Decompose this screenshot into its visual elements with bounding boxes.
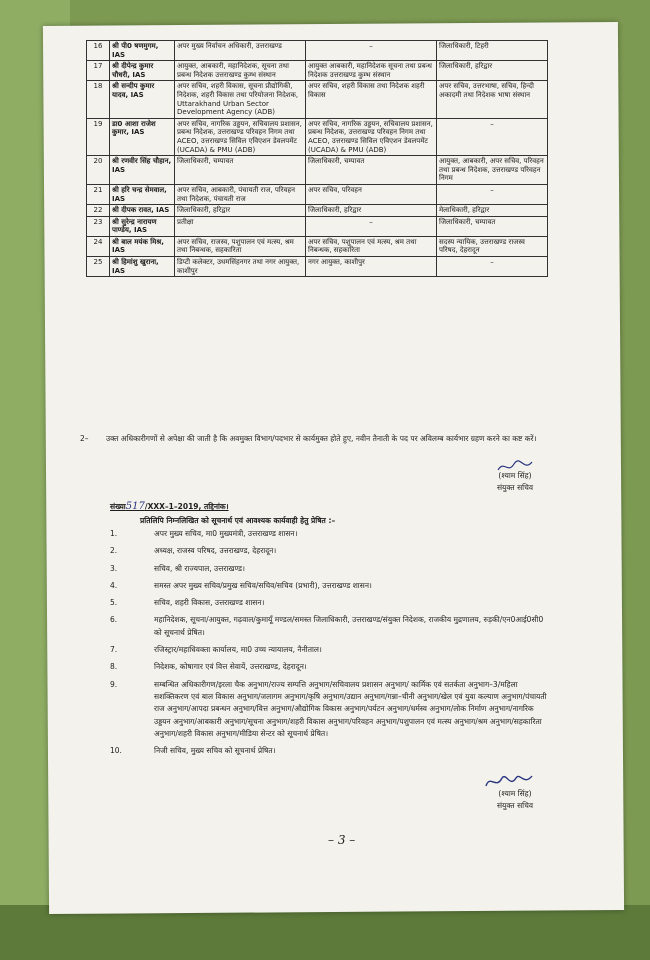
order-suffix: /XXX–1–2019, तद्दिनांक। [144,502,229,511]
current-post: आयुक्त, आबकारी, महानिदेशक, सूचना तथा प्रबन्ध निदेशक उत्तराखण्ड कुम्भ संस्थान [175,61,306,81]
additional-charge: – [437,184,548,204]
list-item [110,661,550,673]
signature-block-1 [470,470,560,494]
new-post: नगर आयुक्त, काशीपुर [306,257,437,277]
signature-block-2 [470,788,560,812]
additional-charge: जिलाधिकारी, टिहरी [437,41,548,61]
order-handwritten-number: 517 [125,501,145,512]
current-post: अपर सचिव, आबकारी, पंचायती राज, परिवहन तथा निदेशक, पंचायती राज [175,184,306,204]
new-post: – [306,41,437,61]
officer-name: डा0 आशा राजेश कुमार, IAS [110,118,175,155]
additional-charge: जिलाधिकारी, हरिद्वार [437,61,548,81]
copy-heading: प्रतिलिपि निम्नलिखित को सूचनार्थ एवं आवश्यक कार्यवाही हेतु प्रेषित :– [140,516,336,525]
current-post: अपर सचिव, राजस्व, पशुपालन एवं मत्स्य, श्रम तथा निबन्धक, सहकारिता [175,236,306,256]
list-item [110,563,550,575]
list-item [110,644,550,656]
list-item [110,745,550,757]
table-row [87,236,548,256]
row-number: 16 [87,41,110,61]
new-post: अपर सचिव, पशुपालन एवं मत्स्य, श्रम तथा निबन्धक, सहकारिता [306,236,437,256]
signatory-title-2: संयुक्त सचिव [496,801,534,810]
table-row [87,81,548,118]
paragraph-2 [80,433,546,445]
row-number: 25 [87,257,110,277]
list-item-number: 8. [110,662,118,672]
table-row [87,216,548,236]
officer-name: श्री हरि चन्द्र सेमवाल, IAS [110,184,175,204]
additional-charge: – [437,257,548,277]
list-item-text: रजिस्ट्रार/महाधिवक्ता कार्यालय, मा0 उच्च न्यायालय, नैनीताल। [154,645,322,655]
list-item-number: 1. [110,529,118,538]
row-number: 22 [87,205,110,217]
order-prefix: संख्या [110,502,126,511]
signatory-name-2: (श्याम सिंह) [498,789,532,798]
current-post: डिप्टी कलेक्टर, उधमसिंहनगर तथा नगर आयुक्त, काशीपुर [175,257,306,277]
copy-list [110,528,550,762]
list-item-text: समस्त अपर मुख्य सचिव/प्रमुख सचिव/सचिव/सचिव (प्रभारी), उत्तराखण्ड शासन। [154,580,372,590]
list-item-number: 10. [110,746,122,756]
table-row [87,61,548,81]
list-item-number: 9. [110,679,118,689]
additional-charge: – [437,118,548,155]
current-post: जिलाधिकारी, चम्पावत [175,156,306,185]
list-item-text: सचिव, श्री राज्यपाल, उत्तराखण्ड। [154,563,245,573]
table-row [87,118,548,155]
list-item [110,679,550,740]
row-number: 23 [87,216,110,236]
list-item [110,614,550,639]
officer-name: श्री रणवीर सिंह चौहान, IAS [110,156,175,185]
officer-name: श्री पी0 षणमुगम, IAS [110,41,175,61]
new-post: आयुक्त आबकारी, महानिदेशक सूचना तथा प्रबन्ध निदेशक उत्तराखण्ड कुम्भ संस्थान [306,61,437,81]
list-item-text: अध्यक्ष, राजस्व परिषद, उत्तराखण्ड, देहरादून। [154,546,277,556]
list-item-number: 5. [110,598,118,608]
officer-name: श्री सन्दीप कुमार यादव, IAS [110,81,175,118]
list-item-number: 3. [110,563,118,573]
row-number: 18 [87,81,110,118]
table-row [87,205,548,217]
list-item-text: महानिदेशक, सूचना/आयुक्त, गढ़वाल/कुमायूँ मण्डल/समस्त जिलाधिकारी, उत्तराखण्ड/संयुक्त निदेशक, राजकीय मुद्रणालय, रुड़की/एन0आई0सी0 को सूचनार्थ प्रेषित। [154,615,544,637]
list-item-number: 2. [110,546,118,556]
list-item-text: निजी सचिव, मुख्य सचिव को सूचनार्थ प्रेषित। [154,746,276,756]
current-post: अपर मुख्य निर्वाचन अधिकारी, उत्तराखण्ड [175,41,306,61]
list-item [110,580,550,592]
list-item-number: 7. [110,645,118,655]
new-post: अपर सचिव, नागरिक उड्डयन, सचिवालय प्रशासन, प्रबन्ध निदेशक, उत्तराखण्ड परिवहन निगम तथा ACEO, उत्तराखण्ड सिविल एविएशन डेवलपमेंट (UCADA) & PMU (ADB) [306,118,437,155]
additional-charge: अपर सचिव, उत्तरभाषा, सचिव, हिन्दी अकादमी तथा निदेशक भाषा संस्थान [437,81,548,118]
table-row [87,156,548,185]
list-item [110,528,550,540]
current-post: जिलाधिकारी, हरिद्वार [175,205,306,217]
list-item [110,545,550,557]
officer-name: श्री हिमांशु खुराना, IAS [110,257,175,277]
row-number: 20 [87,156,110,185]
officer-name: श्री दीपेन्द्र कुमार चौधरी, IAS [110,61,175,81]
list-item-text: सचिव, शहरी विकास, उत्तराखण्ड शासन। [154,598,265,608]
table-row [87,41,548,61]
additional-charge: मेलाधिकारी, हरिद्वार [437,205,548,217]
new-post: अपर सचिव, शहरी विकास तथा निदेशक शहरी विकास [306,81,437,118]
current-post: अपर सचिव, नागरिक उड्डयन, सचिवालय प्रशासन, प्रबन्ध निदेशक, उत्तराखण्ड परिवहन निगम तथा ACEO, उत्तराखण्ड सिविल एविएशन डेवलपमेंट (UCADA) & PMU (ADB) [175,118,306,155]
new-post: जिलाधिकारी, हरिद्वार [306,205,437,217]
list-item-text: अपर मुख्य सचिव, मा0 मुख्यमंत्री, उत्तराखण्ड शासन। [154,529,298,538]
new-post: जिलाधिकारी, चम्पावत [306,156,437,185]
officer-name: श्री बाल मयंक मिश्र, IAS [110,236,175,256]
current-post: प्रतीक्षा [175,216,306,236]
table-row [87,184,548,204]
row-number: 21 [87,184,110,204]
signatory-name-1: (श्याम सिंह) [498,471,532,480]
page-number: – 3 – [328,833,356,847]
list-item-number: 4. [110,580,118,590]
new-post: अपर सचिव, परिवहन [306,184,437,204]
list-item [110,597,550,609]
signatory-title-1: संयुक्त सचिव [496,483,534,492]
additional-charge: सदस्य न्यायिक, उत्तराखण्ड राजस्व परिषद, देहरादून [437,236,548,256]
officer-name: श्री दीपक रावत, IAS [110,205,175,217]
row-number: 17 [87,61,110,81]
order-number [110,501,229,512]
additional-charge: जिलाधिकारी, चम्पावत [437,216,548,236]
paragraph-2-text: उक्त अधिकारीगणों से अपेक्षा की जाती है कि अवमुक्त विभाग/पदभार से कार्यमुक्त होते हुए, नवीन तैनाती के पद पर अविलम्ब कार्यभार ग्रहण करने का कष्ट करें। [106,434,537,443]
row-number: 19 [87,118,110,155]
list-item-text: सम्बन्धित अधिकारीगण/इरला चैक अनुभाग/राज्य सम्पत्ति अनुभाग/सचिवालय प्रशासन अनुभाग/ कार्मिक एवं सतर्कता अनुभाग–3/महिला सशक्तिकरण एवं बाल विकास अनुभाग/जलागम अनुभाग/कृषि अनुभाग/उद्यान अनुभाग/गन्ना–चीनी अनुभाग/खेल एवं युवा कल्याण अनुभाग/पंचायती राज अनुभाग/आपदा प्रबन्धन अनुभाग/वित्त अनुभाग/औद्योगिक विकास अनुभाग/पर्यटन अनुभाग/धर्मस्व अनुभाग/लोक निर्माण अनुभाग/नागरिक उड्डयन अनुभाग/आबकारी अनुभाग/सूचना अनुभाग/शहरी विकास अनुभाग/परिवहन अनुभाग/पशुपालन एवं मत्स्य अनुभाग/श्रम अनुभाग/सहकारिता अनुभाग/शहरी विकास अनुभाग/मीडिया सेन्टर को सूचनार्थ प्रेषित। [154,679,547,738]
list-item-text: निदेशक, कोषागार एवं वित्त सेवायें, उत्तराखण्ड, देहरादून। [154,662,307,672]
paragraph-2-number: 2– [80,434,89,443]
officers-table [86,40,548,277]
list-item-number: 6. [110,615,118,625]
row-number: 24 [87,236,110,256]
new-post: – [306,216,437,236]
officer-name: श्री सुरेन्द्र नारायण पाण्डेय, IAS [110,216,175,236]
table-row [87,257,548,277]
additional-charge: आयुक्त, आबकारी, अपर सचिव, परिवहन तथा प्रबन्ध निदेशक, उत्तराखण्ड परिवहन निगम [437,156,548,185]
current-post: अपर सचिव, शहरी विकास, सूचना प्रौद्योगिकी, निदेशक, शहरी विकास तथा परियोजना निदेशक, Uttarakhand Urban Sector Development Agency (ADB) [175,81,306,118]
